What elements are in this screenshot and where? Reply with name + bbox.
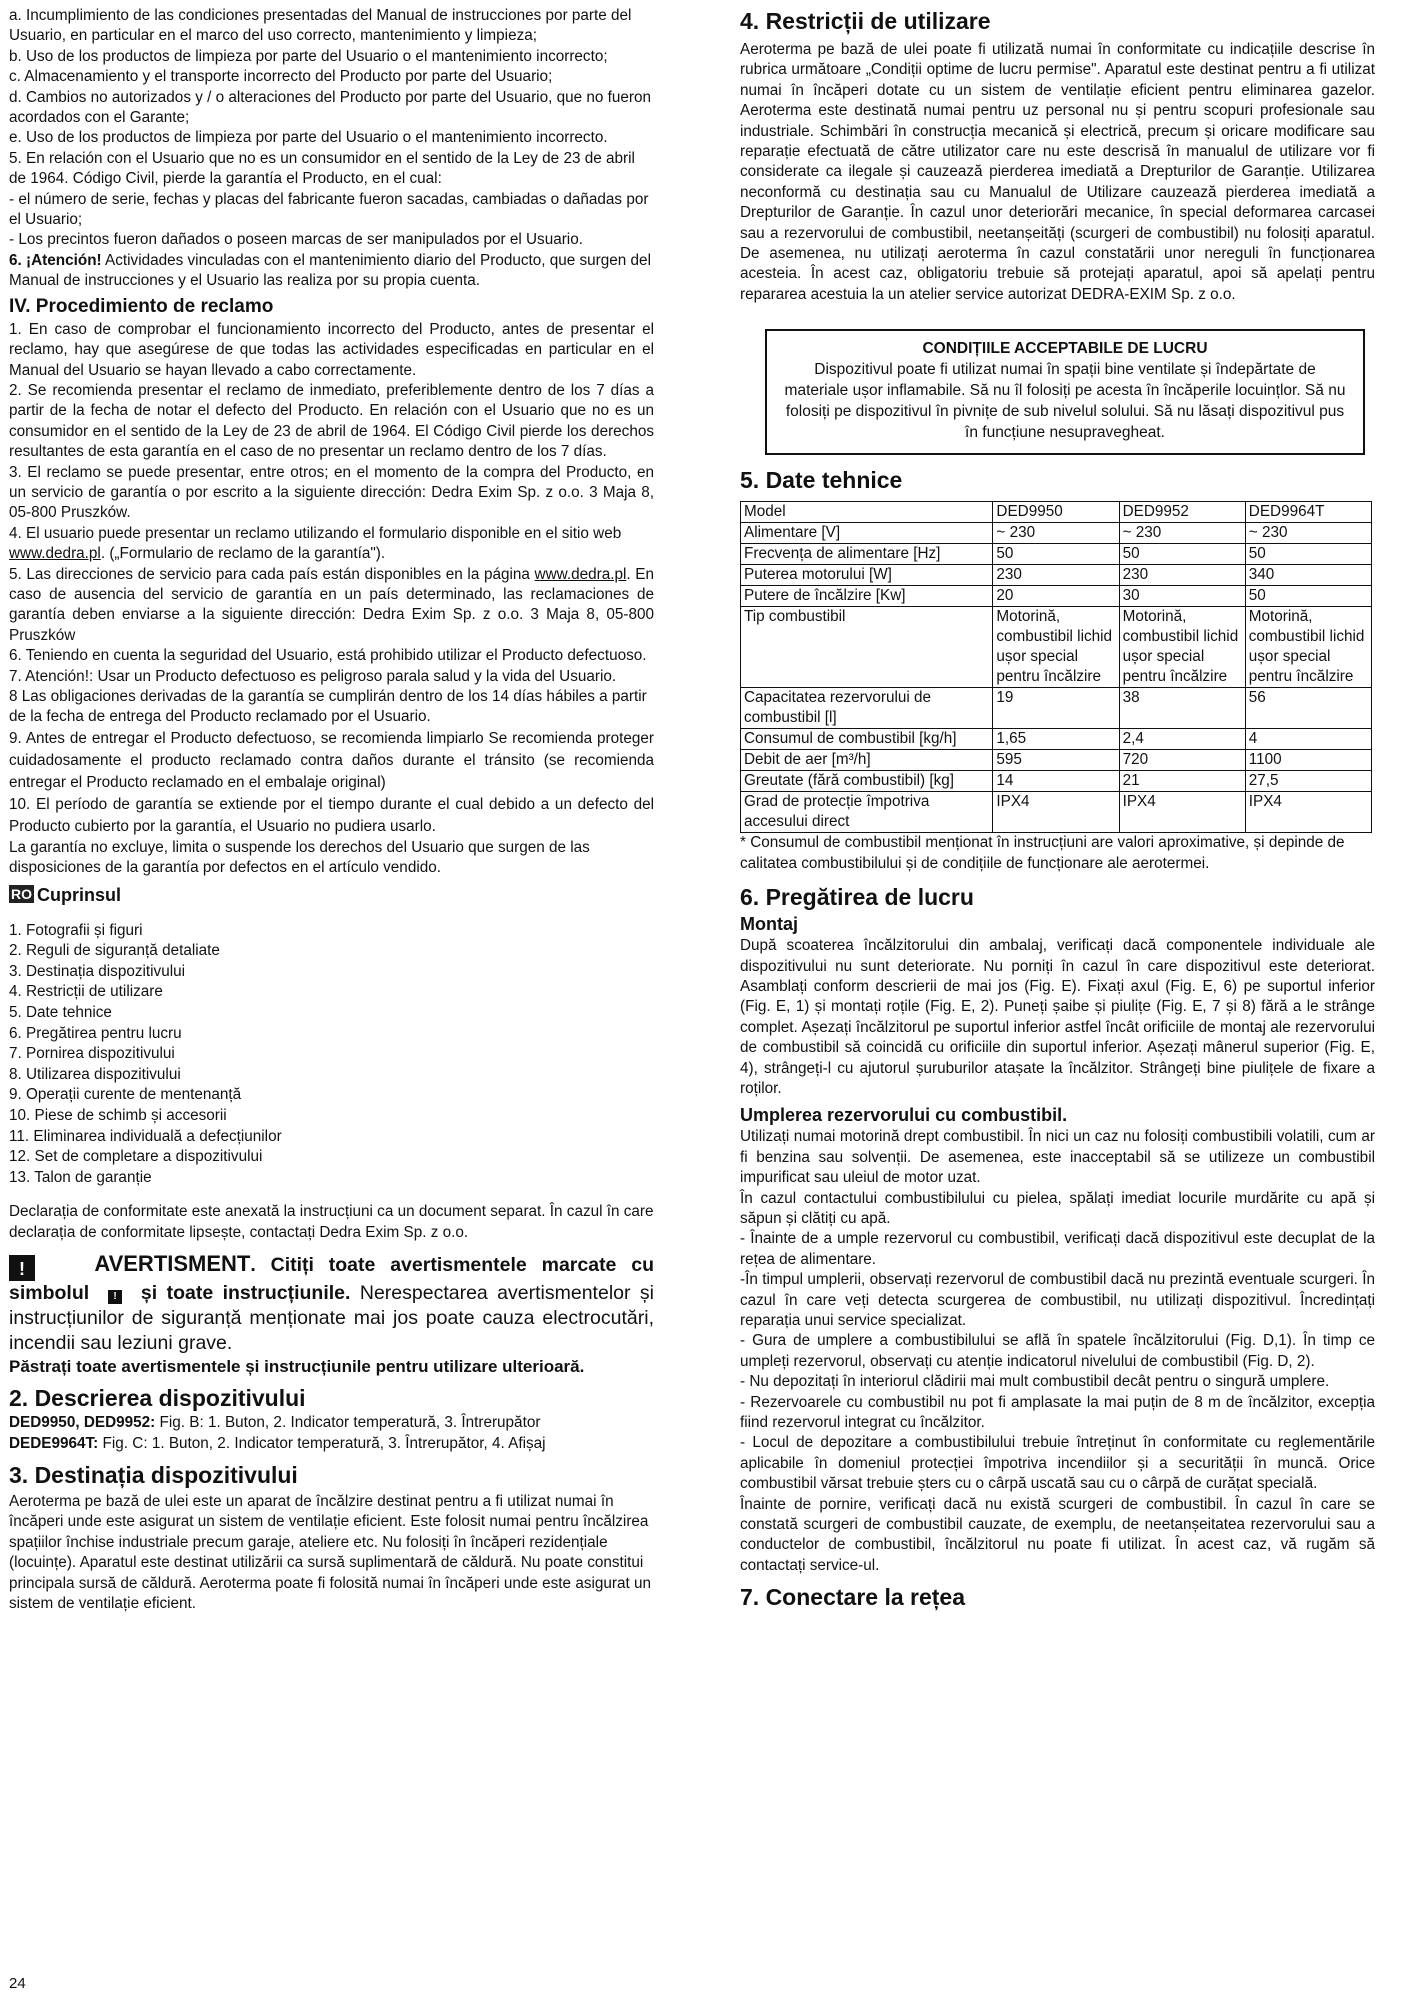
table-cell: 2,4 bbox=[1119, 729, 1245, 750]
table-cell: ~ 230 bbox=[1245, 523, 1371, 544]
warning-icon: ! bbox=[9, 1255, 35, 1281]
section-iv-title: IV. Procedimiento de reclamo bbox=[9, 295, 274, 317]
table-row bbox=[741, 544, 1372, 565]
toc-item: 1. Fotografii și figuri bbox=[9, 921, 143, 939]
table-cell: ~ 230 bbox=[993, 523, 1119, 544]
table-cell: 230 bbox=[1119, 565, 1245, 586]
fill-title: Umplerea rezervorului cu combustibil. bbox=[740, 1105, 1068, 1126]
fill-paragraph: Înainte de pornire, verificați dacă nu există scurgeri de combustibil. În cazul în care se constată scurgeri de combustibil cauzate, de exemplu, de neetanșeitatea rezervorului sau a conductelor de combustibil, încălzitorul nu poate fi utilizat. În acest caz, vă rugăm să contactați service-ul. bbox=[740, 1495, 1375, 1574]
table-row bbox=[741, 792, 1372, 833]
toc-item: 10. Piese de schimb și accesorii bbox=[9, 1106, 227, 1124]
declaration-text: Declarația de conformitate este anexată la instrucțiuni ca un document separat. În cazul în care declarația de conformitate lipsește, contactați Dedra Exim Sp. z o.o. bbox=[9, 1203, 654, 1241]
table-cell: Debit de aer [m³/h] bbox=[741, 750, 993, 771]
toc-item: 5. Date tehnice bbox=[9, 1004, 112, 1021]
dedra-link[interactable]: www.dedra.pl bbox=[9, 545, 101, 563]
fill-paragraph: - Înainte de a umple rezervorul cu combustibil, verificați dacă dispozitivul este decuplat de la rețea de alimentare. bbox=[740, 1230, 1375, 1268]
technical-data-table bbox=[740, 501, 1372, 833]
fill-paragraph: Utilizați numai motorină drept combustibil. În nici un caz nu folosiți combustibili volatili, cum ar fi benzina sau solvenții. De asemenea, este inacceptabil să se utilizeze un combustibil impurificat sau uleiul de motor uzat. bbox=[740, 1128, 1375, 1187]
iv-item-9: 9. Antes de entregar el Producto defectuoso, se recomienda limpiarlo Se recomienda proteger cuidadosamente el producto reclamado contra daños durante el tránsito (se recomienda entregar el Producto reclamado en el embalaje original) bbox=[9, 729, 654, 791]
table-cell: 30 bbox=[1119, 586, 1245, 607]
iv-item-1: 1. En caso de comprobar el funcionamiento incorrecto del Producto, antes de presentar el reclamo, hay que asegúrese de que todas las actividades especificadas en particular en el Manual del Usuario se hayan llevado a cabo correctamente. bbox=[9, 320, 654, 379]
montaj-title: Montaj bbox=[740, 914, 798, 935]
fill-paragraph: În cazul contactului combustibilului cu pielea, spălați imediat locurile murdărite cu apă și săpun și clătiți cu apă. bbox=[740, 1189, 1375, 1227]
montaj-text: După scoaterea încălzitorului din ambalaj, verificați dacă componentele individuale ale dispozitivului nu sunt deteriorate. Nu porniți în cazul în care dispozitivul este deteriorat. Asamblați conform descrierii de mai jos (Fig. E). Fixați axul (Fig. E, 6) pe suportul inferior (Fig. E, 1) și montați roțile (Fig. E, 2). Puneți șaibe și piulițe (Fig. E, 7 și 8) fără a le strânge complet. Așezați încălzitorul pe suportul inferior astfel încât orificiile de montaj ale rezervorului de combustibil să coincidă cu orificiile din suportul inferior. Așezați mânerul superior (Fig. E, 4), strângeți-l cu ajutorul șuruburilor atașate la încălzitor. Strângeți bine piulițele de fixare a roților. bbox=[740, 937, 1375, 1097]
fill-paragraph: - Locul de depozitare a combustibilului trebuie întreținut în conformitate cu reglementările aplicabile în domeniul protecției împotriva incendiilor și a securității în muncă. Orice combustibil vărsat trebuie șters cu o cârpă uscată sau cu o cârpă de curățat specială. bbox=[740, 1434, 1375, 1493]
section-2-title: 2. Descrierea dispozitivului bbox=[9, 1385, 306, 1412]
iv-item-6: 6. Teniendo en cuenta la seguridad del Usuario, está prohibido utilizar el Producto defectuoso. bbox=[9, 647, 647, 665]
table-cell: 38 bbox=[1119, 688, 1245, 729]
section-2-line-2: DEDE9964T: Fig. C: 1. Buton, 2. Indicator temperatură, 3. Întrerupător, 4. Afișaj bbox=[9, 1434, 546, 1452]
es-item-d: d. Cambios no autorizados y / o alteraciones del Producto por parte del Usuario, que no fueron acordados con el Garante; bbox=[9, 88, 651, 127]
warning-keep: Păstrați toate avertismentele și instrucțiunile pentru utilizare ulterioară. bbox=[9, 1357, 585, 1377]
table-cell: 27,5 bbox=[1245, 771, 1371, 792]
table-cell: 19 bbox=[993, 688, 1119, 729]
fill-paragraph: - Rezervoarele cu combustibil nu pot fi amplasate la mai puțin de 8 m de încălzitor, excepția fiind rezervorul integrat cu încălzitor. bbox=[740, 1393, 1375, 1432]
box-text: Dispozitivul poate fi utilizat numai în spații bine ventilate și îndepărtate de materiale ușor inflamabile. Să nu îl folosiți pe acesta în încăperile locuințlor. Să nu folosiți pe dispozitivul în pivnițe de sub nivelul solului. Să nu lăsați dispozitivul pus în funcțiune nesupravegheat. bbox=[784, 361, 1346, 442]
table-cell: 14 bbox=[993, 771, 1119, 792]
table-cell: 50 bbox=[1245, 544, 1371, 565]
toc-item: 8. Utilizarea dispozitivului bbox=[9, 1065, 181, 1083]
toc-item: 4. Restricții de utilizare bbox=[9, 983, 163, 1001]
table-cell: Greutate (fără combustibil) [kg] bbox=[741, 771, 993, 792]
table-cell: Frecvența de alimentare [Hz] bbox=[741, 544, 993, 565]
toc-item: 9. Operații curente de mentenanță bbox=[9, 1086, 242, 1104]
es-item-b: b. Uso de los productos de limpieza por parte del Usuario o el mantenimiento incorrecto; bbox=[9, 47, 608, 65]
section-3-title: 3. Destinația dispozitivului bbox=[9, 1461, 298, 1488]
table-cell: Motorină, combustibil lichid ușor special pentru încălzire bbox=[993, 607, 1119, 688]
table-cell: 4 bbox=[1245, 729, 1371, 750]
iv-item-5: 5. Las direcciones de servicio para cada país están disponibles en la página www.dedra.pl. En caso de ausencia del servicio de garantía en un país determinado, las reclamaciones de garantía deben enviarse a la siguiente dirección: Dedra Exim Sp. z o.o. 3 Maja 8, 05-800 Pruszków bbox=[9, 565, 654, 644]
table-cell: ~ 230 bbox=[1119, 523, 1245, 544]
es-item-a: a. Incumplimiento de las condiciones presentadas del Manual de instrucciones por parte del Usuario, en particular en el marco del uso correcto, mantenimiento y limpieza; bbox=[9, 7, 632, 45]
left-column bbox=[9, 6, 654, 1614]
iv-item-2: 2. Se recomienda presentar el reclamo de inmediato, preferiblemente dentro de los 7 días a partir de la fecha de notar el defecto del Producto. En relación con el Usuario que no es un consumidor en el sentido de la Ley de 23 de abril de 1964. El Código Civil pierde los derechos resultantes de esta garantía en el caso de no presentar un reclamo dentro de los 7 días. bbox=[9, 381, 654, 461]
table-cell: 595 bbox=[993, 750, 1119, 771]
toc-item: 11. Eliminarea individuală a defecțiunilor bbox=[9, 1127, 282, 1145]
table-cell: DED9964T bbox=[1245, 502, 1371, 523]
table-cell: 720 bbox=[1119, 750, 1245, 771]
toc-item: 3. Destinația dispozitivului bbox=[9, 962, 186, 980]
acceptable-conditions-box bbox=[765, 329, 1365, 455]
table-cell: 1100 bbox=[1245, 750, 1371, 771]
table-row bbox=[741, 688, 1372, 729]
table-cell: 50 bbox=[993, 544, 1119, 565]
section-3-text: Aeroterma pe bază de ulei este un aparat de încălzire destinat pentru a fi utilizat numai în încăperi unde este asigurat un sistem de ventilație eficient. Este folosit numai pentru încălzirea spațiilor închise industriale precum garaje, ateliere etc. Nu folosiți în încăperi rezidențiale (locuințe). Aparatul este destinat utilizării ca sursă suplimentară de căldură. Nu poate constitui principala sursă de căldură. Aeroterma poate fi folosită numai în încăperi unde este asigurat un sistem de ventilație eficient. bbox=[9, 1492, 651, 1612]
section-5-title: 5. Date tehnice bbox=[740, 467, 903, 494]
table-row bbox=[741, 586, 1372, 607]
table-cell: DED9950 bbox=[993, 502, 1119, 523]
section-7-title: 7. Conectare la rețea bbox=[740, 1584, 966, 1611]
fill-paragraph: - Nu depozitați în interiorul clădirii mai mult combustibil decât pentru o singură umplere. bbox=[740, 1373, 1330, 1391]
toc-item: 2. Reguli de siguranță detaliate bbox=[9, 942, 220, 960]
section-2-line-1: DED9950, DED9952: Fig. B: 1. Buton, 2. Indicator temperatură, 3. Întrerupător bbox=[9, 1414, 541, 1432]
table-cell: Motorină, combustibil lichid ușor special pentru încălzire bbox=[1119, 607, 1245, 688]
table-of-contents bbox=[9, 921, 654, 1189]
warning-symbol-icon: ! bbox=[108, 1290, 122, 1304]
table-footnote: * Consumul de combustibil menționat în instrucțiuni are valori aproximative, și depinde de calitatea combustibilului și de condițiile de funcționare ale aerotermei. bbox=[740, 834, 1345, 872]
table-cell: Putere de încălzire [Kw] bbox=[741, 586, 993, 607]
es-item-5-seals: - Los precintos fueron dañados o poseen marcas de ser manipulados por el Usuario. bbox=[9, 231, 583, 249]
table-cell: 21 bbox=[1119, 771, 1245, 792]
table-row bbox=[741, 502, 1372, 523]
table-cell: 340 bbox=[1245, 565, 1371, 586]
table-cell: Capacitatea rezervorului de combustibil [l] bbox=[741, 688, 993, 729]
section-6-title: 6. Pregătirea de lucru bbox=[740, 884, 974, 911]
table-row bbox=[741, 523, 1372, 544]
es-item-6: 6. ¡Atención! Actividades vinculadas con el mantenimiento diario del Producto, que surgen del Manual de instrucciones y el Usuario las realiza por su propia cuenta. bbox=[9, 251, 651, 290]
warning-block: ! AVERTISMENT. Citiți toate avertismentele marcate cu simbolul ! și toate instrucțiunile. Nerespectarea avertismentelor și instrucțiunilor de siguranță menționate mai jos poate cauza electrocutări, incendii sau leziuni grave. bbox=[9, 1251, 654, 1355]
toc-heading: RO Cuprinsul bbox=[11, 884, 121, 905]
iv-item-4: 4. El usuario puede presentar un reclamo utilizando el formulario disponible en el sitio web www.dedra.pl. („Formulario de reclamo de la garantía"). bbox=[9, 524, 622, 563]
table-cell: IPX4 bbox=[993, 792, 1119, 833]
fill-paragraph: - Gura de umplere a combustibilului se află în spatele încălzitorului (Fig. D,1). În timp ce umpleți rezervorul, observați cu atenție indicatorul nivelului de combustibil (Fig. D, 2). bbox=[740, 1332, 1375, 1370]
table-row bbox=[741, 607, 1372, 688]
table-cell: DED9952 bbox=[1119, 502, 1245, 523]
table-row bbox=[741, 729, 1372, 750]
fill-paragraph: -În timpul umplerii, observați rezervorul de combustibil dacă nu prezintă eventuale scurgeri. În cazul în care veți detecta scurgerea de combustibil, nu utilizați dispozitivul. Încredințați reparația unui service specializat. bbox=[740, 1271, 1375, 1329]
table-cell: 1,65 bbox=[993, 729, 1119, 750]
iv-final: La garantía no excluye, limita o suspende los derechos del Usuario que surgen de las disposiciones de la garantía por defectos en el artículo vendido. bbox=[9, 838, 590, 877]
iv-item-3: 3. El reclamo se puede presentar, entre otros; en el momento de la compra del Producto, en un servicio de garantía o por escrito a la siguiente dirección: Dedra Exim Sp. z o.o. 3 Maja 8, 05-800 Pruszków. bbox=[9, 463, 654, 522]
page-number: 24 bbox=[9, 1975, 26, 1992]
toc-item: 12. Set de completare a dispozitivului bbox=[9, 1148, 263, 1166]
dedra-link[interactable]: www.dedra.pl bbox=[534, 565, 627, 583]
table-cell: 50 bbox=[1119, 544, 1245, 565]
table-cell: 230 bbox=[993, 565, 1119, 586]
toc-item: 6. Pregătirea pentru lucru bbox=[9, 1024, 182, 1042]
iv-item-10: 10. El período de garantía se extiende por el tiempo durante el cual debido a un defecto del Producto cubierto por la garantía, el Usuario no pudiera usarlo. bbox=[9, 795, 654, 835]
section-4-title: 4. Restricții de utilizare bbox=[740, 8, 991, 34]
right-column bbox=[740, 6, 1375, 1612]
es-item-c: c. Almacenamiento y el transporte incorrecto del Producto por parte del Usuario; bbox=[9, 68, 553, 86]
table-row bbox=[741, 565, 1372, 586]
es-item-e: e. Uso de los productos de limpieza por parte del Usuario o el mantenimiento incorrecto. bbox=[9, 129, 608, 147]
table-cell: Tip combustibil bbox=[741, 607, 993, 688]
table-cell: 20 bbox=[993, 586, 1119, 607]
section-4-text: Aeroterma pe bază de ulei poate fi utilizată numai în conformitate cu indicațiile descrise în rubrica următoare „Condiții optime de lucru permise". Aparatul este destinat pentru a fi utilizat numai în încăperi dotate cu un sistem de ventilație eficient pentru eliminarea gazelor. Aeroterma este destinată numai pentru uz personal nu și pentru scopuri profesionale sau industriale. Schimbări în construcția mecanică și electrică, precum și oricare modificare sau reparație efectuată de către utilizator care nu este descrisă în manualul de utilizare vor fi considerate ca ilegale și cauzează pierderea imediată a Drepturilor de Garanție. Utilizarea neconformă cu destinația sau cu Manualul de Utilizare cauzează pierderea imediată a Drepturilor de Garanție. În cazul unor deteriorări mecanice, în special deformarea carcasei sau a rezervorului de combustibil, neetanșeități (scurgeri de combustibil) nu folosiți aparatul. De asemenea, nu utilizați aeroterma în cazul constatării unor nereguli în funcționarea acesteia. În acest caz, obligatoriu trebuie să protejați aparatul, apoi să apelați pentru repararea acestuia la un atelier service autorizat DEDRA-EXIM Sp. z o.o. bbox=[740, 41, 1375, 303]
table-cell: Grad de protecție împotriva accesului direct bbox=[741, 792, 993, 833]
table-cell: IPX4 bbox=[1245, 792, 1371, 833]
iv-item-8: 8 Las obligaciones derivadas de la garantía se cumplirán dentro de los 14 días hábiles a partir de la fecha de entrega del Producto reclamado por el Usuario. bbox=[9, 688, 647, 726]
box-title: CONDIȚIILE ACCEPTABILE DE LUCRU bbox=[922, 340, 1208, 358]
table-cell: Model bbox=[741, 502, 993, 523]
table-cell: 56 bbox=[1245, 688, 1371, 729]
ro-language-tag: RO bbox=[11, 885, 32, 902]
table-cell: Alimentare [V] bbox=[741, 523, 993, 544]
table-cell: Puterea motorului [W] bbox=[741, 565, 993, 586]
iv-item-7: 7. Atención!: Usar un Producto defectuoso es peligroso parala salud y la vida del Usuario. bbox=[9, 667, 617, 685]
table-row bbox=[741, 771, 1372, 792]
toc-item: 7. Pornirea dispozitivului bbox=[9, 1045, 175, 1063]
table-cell: 50 bbox=[1245, 586, 1371, 607]
table-cell: Motorină, combustibil lichid ușor special pentru încălzire bbox=[1245, 607, 1371, 688]
es-item-5-serial: - el número de serie, fechas y placas del fabricante fueron sacadas, cambiadas o dañadas por el Usuario; bbox=[9, 190, 649, 229]
table-cell: IPX4 bbox=[1119, 792, 1245, 833]
toc-item: 13. Talon de garanție bbox=[9, 1168, 152, 1186]
table-cell: Consumul de combustibil [kg/h] bbox=[741, 729, 993, 750]
es-item-5: 5. En relación con el Usuario que no es un consumidor en el sentido de la Ley de 23 de abril de 1964. Código Civil, pierde la garantía el Producto, en el cual: bbox=[9, 149, 635, 188]
warning-title: AVERTISMENT bbox=[94, 1251, 251, 1277]
table-row bbox=[741, 750, 1372, 771]
